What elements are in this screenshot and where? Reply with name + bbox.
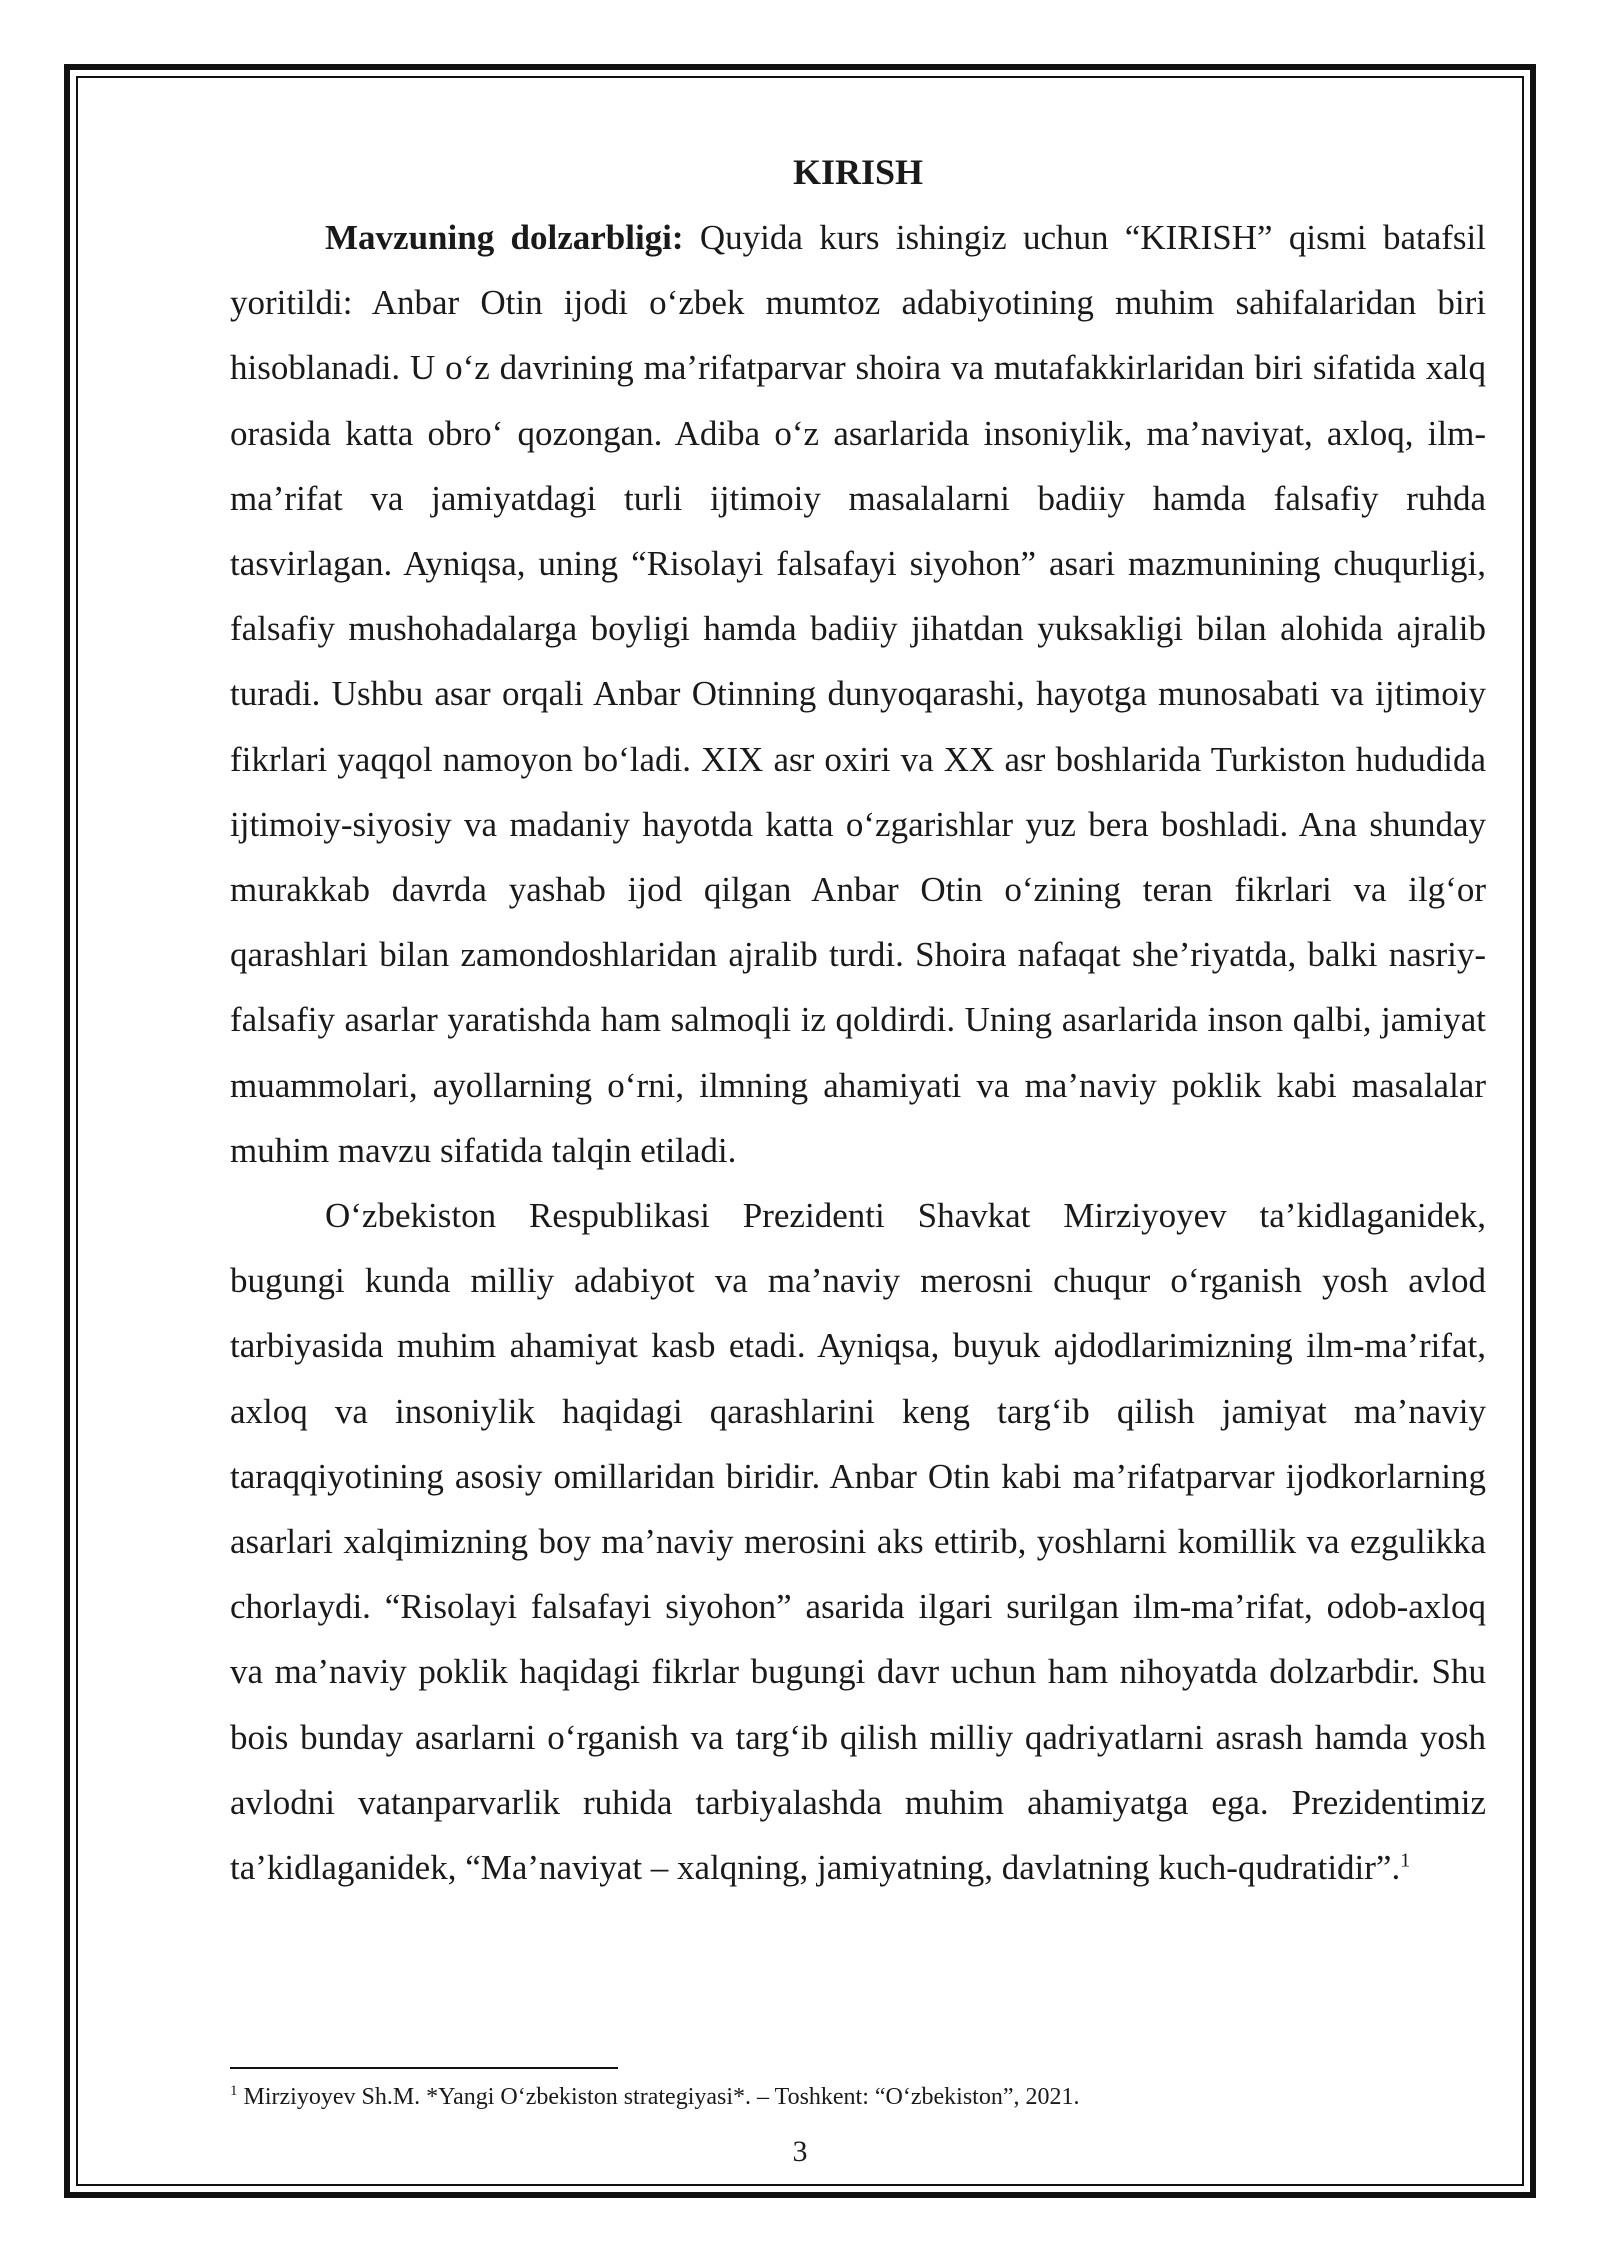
paragraph-president-quote <box>230 1183 1486 1900</box>
footnote <box>230 2080 1486 2114</box>
paragraph-text: O‘zbekiston Respublikasi Prezidenti Shavkat Mirziyoyev ta’kidlaganidek, bugungi kunda milliy adabiyot va ma’naviy merosni chuqur o‘rganish yosh avlod tarbiyasida muhim ahamiyat kasb etadi. Ayniqsa, buyuk ajdodlarimizning ilm-ma’rifat, axloq va insoniylik haqidagi qarashlarini keng targ‘ib qilish jamiyat ma’naviy taraqqiyotining asosiy omillaridan biridir. Anbar Otin kabi ma’rifatparvar ijodkorlarning asarlari xalqimizning boy ma’naviy merosini aks ettirib, yoshlarni komillik va ezgulikka chorlaydi. “Risolayi falsafayi siyohon” asarida ilgari surilgan ilm-ma’rifat, odob-axloq va ma’naviy poklik haqidagi fikrlar bugungi davr uchun ham nihoyatda dolzarbdir. Shu bois bunday asarlarni o‘rganish va targ‘ib qilish milliy qadriyatlarni asrash hamda yosh avlodni vatanparvarlik ruhida tarbiyalashda muhim ahamiyatga ega. Prezidentimiz ta’kidlaganidek, “Ma’naviyat – xalqning, jamiyatning, davlatning kuch-qudratidir”. <box>230 1196 1486 1888</box>
footnote-number: 1 <box>230 2083 238 2099</box>
paragraph-lead: Mavzuning dolzarbligi: <box>325 218 684 257</box>
section-heading: KIRISH <box>792 152 924 192</box>
paragraph-text: Quyida kurs ishingiz uchun “KIRISH” qismi batafsil yoritildi: Anbar Otin ijodi o‘zbek mumtoz adabiyotining muhim sahifalaridan biri hisoblanadi. U o‘z davrining ma’rifatparvar shoira va mutafakkirlaridan biri sifatida xalq orasida katta obro‘ qozongan. Adiba o‘z asarlarida insoniylik, ma’naviyat, axloq, ilm-ma’rifat va jamiyatdagi turli ijtimoiy masalalarni badiiy hamda falsafiy ruhda tasvirlagan. Ayniqsa, uning “Risolayi falsafayi siyohon” asari mazmunining chuqurligi, falsafiy mushohadalarga boyligi hamda badiiy jihatdan yuksakligi bilan alohida ajralib turadi. Ushbu asar orqali Anbar Otinning dunyoqarashi, hayotga munosabati va ijtimoiy fikrlari yaqqol namoyon bo‘ladi. XIX asr oxiri va XX asr boshlarida Turkiston hududida ijtimoiy-siyosiy va madaniy hayotda katta o‘zgarishlar yuz bera boshladi. Ana shunday murakkab davrda yashab ijod qilgan Anbar Otin o‘zining teran fikrlari va ilg‘or qarashlari bilan zamondoshlaridan ajralib turdi. Shoira nafaqat she’riyatda, balki nasriy-falsafiy asarlar yaratishda ham salmoqli iz qoldirdi. Uning asarlarida inson qalbi, jamiyat muammolari, ayollarning o‘rni, ilmning ahamiyati va ma’naviy poklik kabi masalalar muhim mavzu sifatida talqin etiladi. <box>230 218 1486 1170</box>
footnote-reference[interactable]: 1 <box>1400 1849 1411 1872</box>
footnote-text: Mirziyoyev Sh.M. *Yangi O‘zbekiston strategiyasi*. – Toshkent: “O‘zbekiston”, 2021. <box>237 2084 1080 2110</box>
footnote-separator <box>230 2067 618 2069</box>
paragraph-relevance <box>230 205 1486 1183</box>
page-number: 3 <box>792 2135 808 2168</box>
document-body <box>230 140 1486 1900</box>
